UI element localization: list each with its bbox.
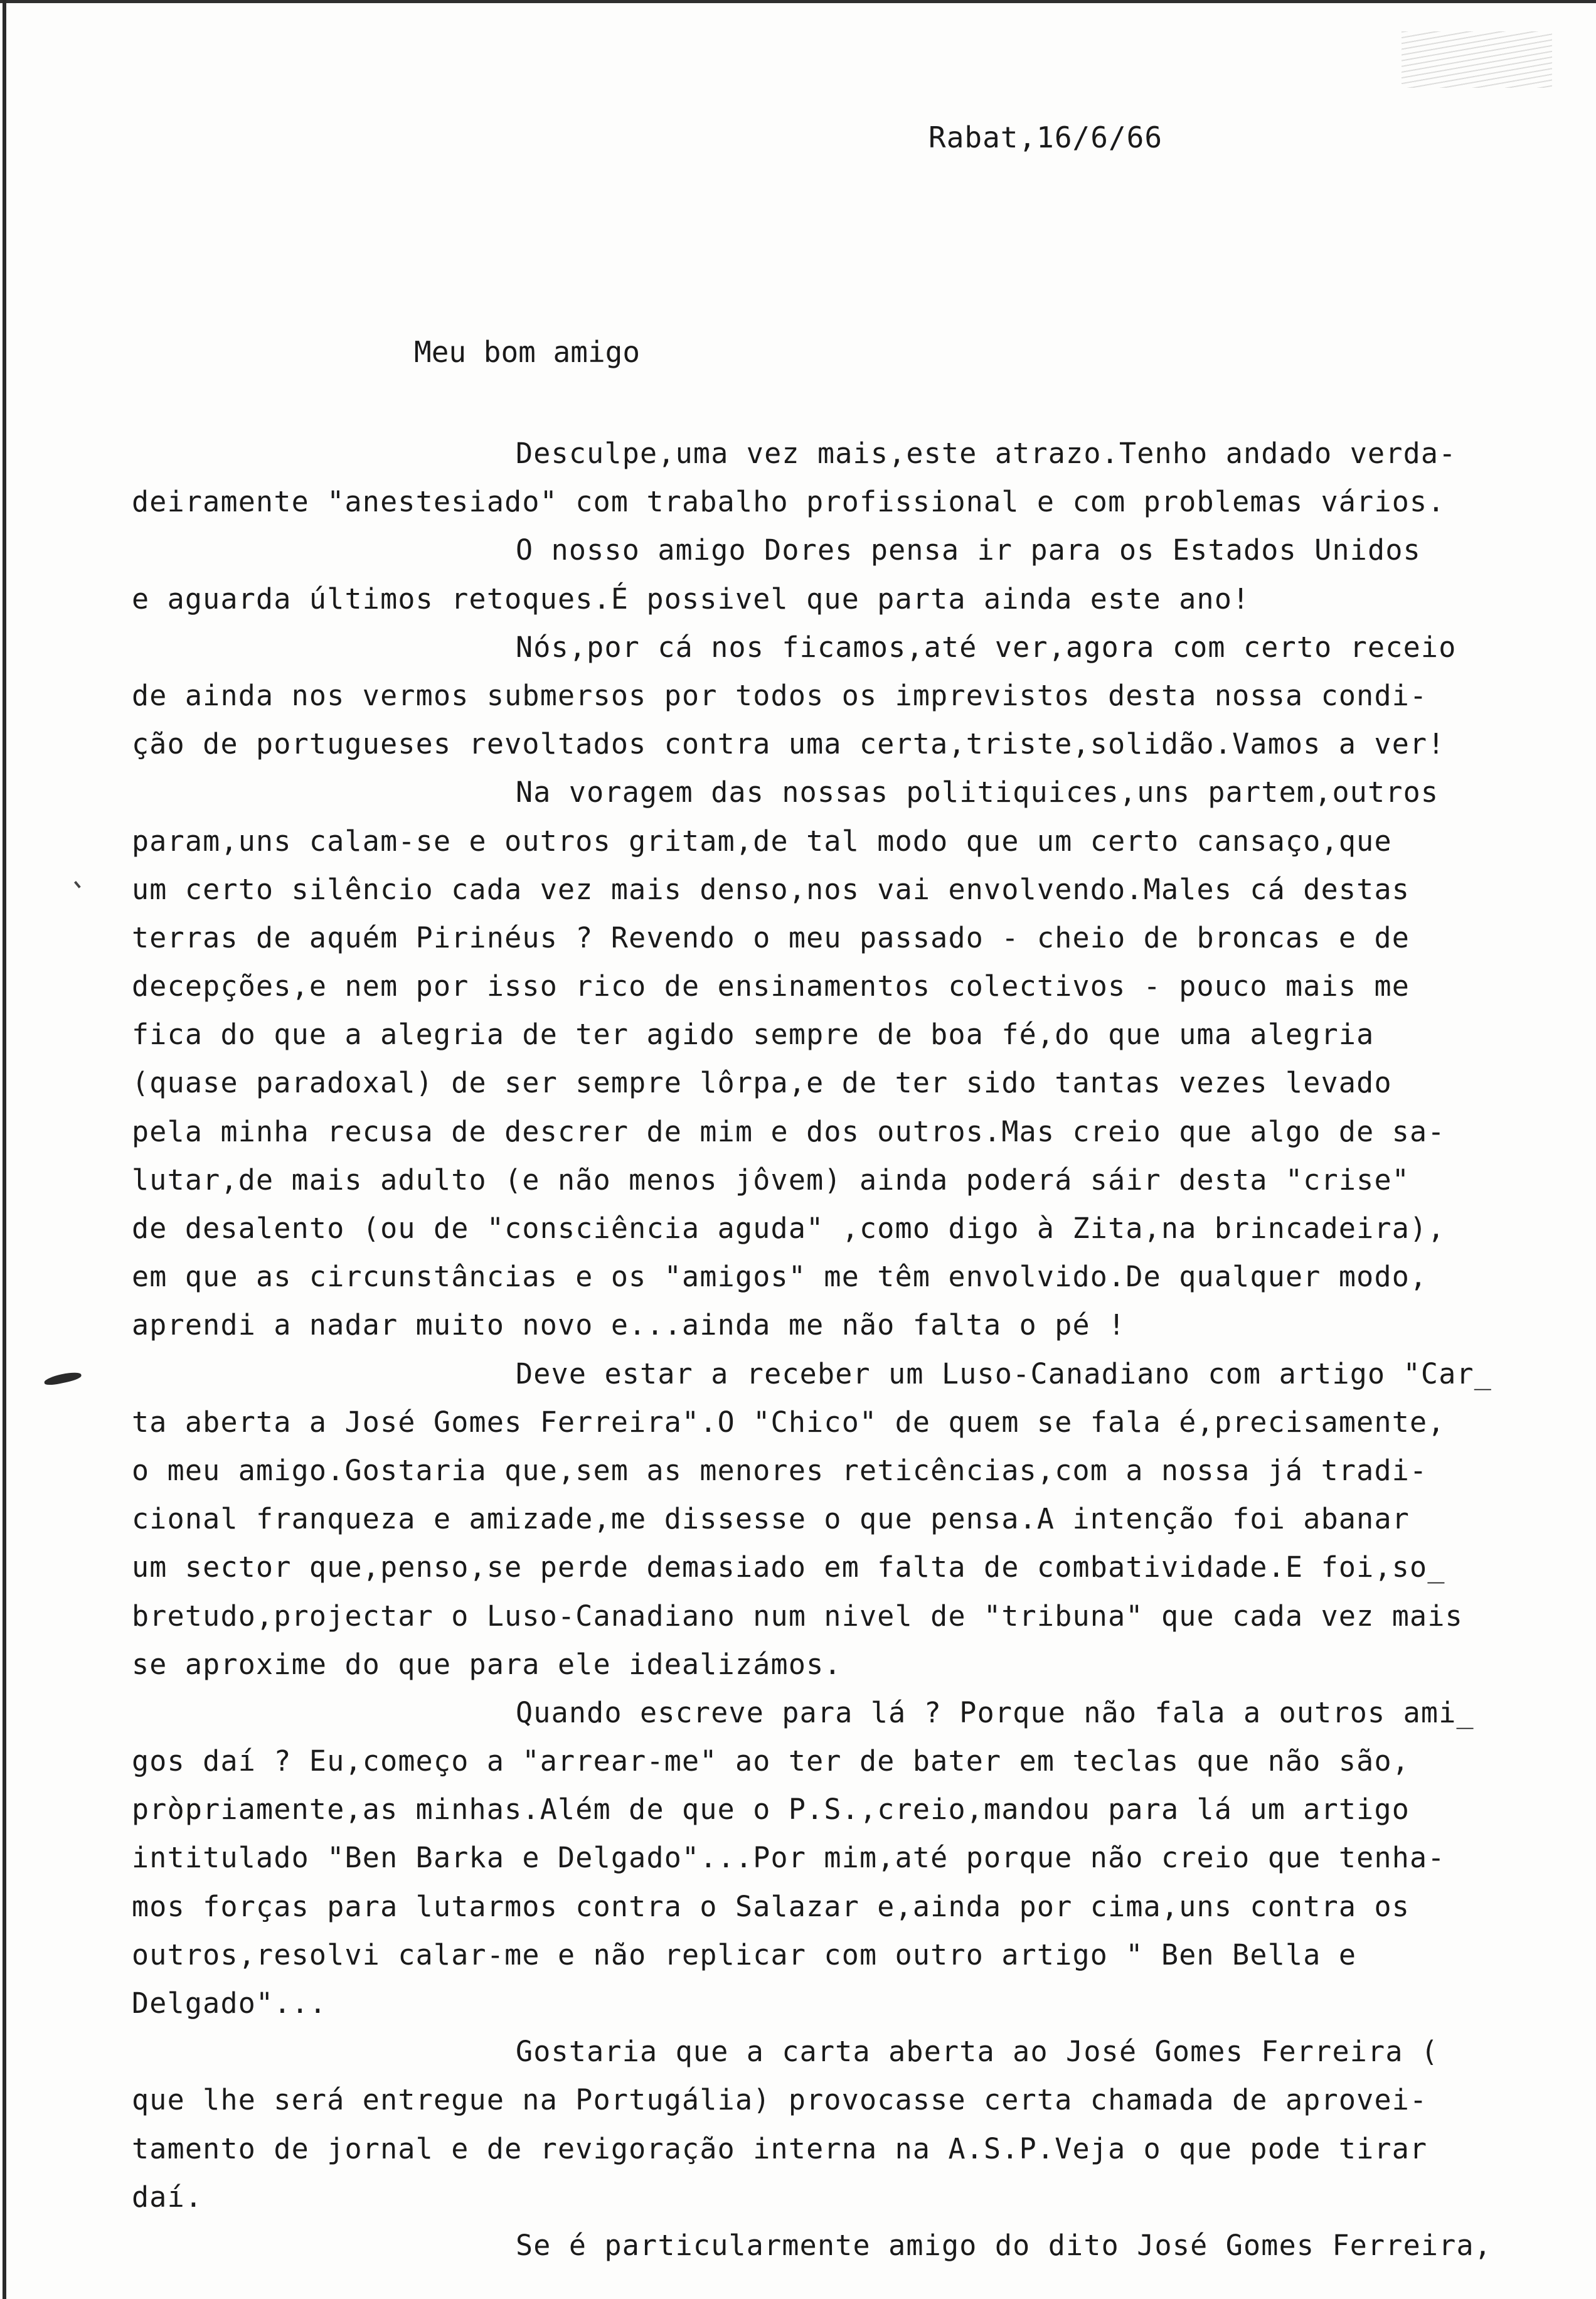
letter-line: aprendi a nadar muito novo e...ainda me não falta o pé ! [132, 1308, 1126, 1342]
letter-line: o meu amigo.Gostaria que,sem as menores reticências,com a nossa já tradi- [132, 1453, 1428, 1487]
letter-line: e aguarda últimos retoques.É possivel que parta ainda este ano! [132, 582, 1250, 616]
letter-line: Deve estar a receber um Luso-Canadiano com artigo "Car_ [516, 1357, 1492, 1390]
letter-line: gos daí ? Eu,começo a "arrear-me" ao ter de bater em teclas que não são, [132, 1744, 1410, 1778]
letter-date: Rabat,16/6/66 [928, 120, 1163, 154]
letter-line: ção de portugueses revoltados contra uma certa,triste,solidão.Vamos a ver! [132, 727, 1445, 761]
letter-line: bretudo,projectar o Luso-Canadiano num nivel de "tribuna" que cada vez mais [132, 1599, 1463, 1633]
letter-line: fica do que a alegria de ter agido sempre de boa fé,do que uma alegria [132, 1018, 1375, 1052]
letter-line: terras de aquém Pirinéus ? Revendo o meu passado - cheio de broncas e de [132, 920, 1410, 954]
letter-line: ta aberta a José Gomes Ferreira".O "Chico" de quem se fala é,precisamente, [132, 1405, 1445, 1439]
letter-line: Nós,por cá nos ficamos,até ver,agora com certo receio [516, 630, 1457, 664]
letter-line: que lhe será entregue na Portugália) provocasse certa chamada de aprovei- [132, 2083, 1428, 2117]
letter-line: Se é particularmente amigo do dito José Gomes Ferreira, [516, 2228, 1492, 2262]
letter-line: Gostaria que a carta aberta ao José Gomes Ferreira ( [516, 2035, 1439, 2069]
letter-line: O nosso amigo Dores pensa ir para os Estados Unidos [516, 533, 1421, 567]
letter-line: param,uns calam-se e outros gritam,de tal modo que um certo cansaço,que [132, 824, 1392, 858]
letter-line: se aproxime do que para ele idealizámos. [132, 1647, 842, 1681]
letter-line: daí. [132, 2180, 203, 2214]
ink-mark [74, 876, 87, 888]
letter-line: deiramente "anestesiado" com trabalho profissional e com problemas vários. [132, 485, 1445, 519]
letter-line: de ainda nos vermos submersos por todos os imprevistos desta nossa condi- [132, 678, 1428, 712]
letter-line: (quase paradoxal) de ser sempre lôrpa,e de ter sido tantas vezes levado [132, 1066, 1392, 1100]
letter-line: mos forças para lutarmos contra o Salazar e,ainda por cima,uns contra os [132, 1889, 1410, 1923]
page-edge-left [3, 0, 6, 2299]
ink-mark [43, 1370, 82, 1387]
letter-salutation: Meu bom amigo [414, 335, 641, 369]
letter-line: Quando escreve para lá ? Porque não fala a outros ami_ [516, 1695, 1474, 1729]
letter-line: decepções,e nem por isso rico de ensinamentos colectivos - pouco mais me [132, 969, 1410, 1003]
letter-line: outros,resolvi calar-me e não replicar com outro artigo " Ben Bella e [132, 1938, 1357, 1971]
letter-line: Desculpe,uma vez mais,este atrazo.Tenho andado verda- [516, 437, 1457, 470]
letter-body [132, 429, 1562, 2270]
letter-line: intitulado "Ben Barka e Delgado"...Por mim,até porque não creio que tenha- [132, 1841, 1445, 1875]
ink-smudge [1402, 31, 1552, 88]
letter-line: em que as circunstâncias e os "amigos" me têm envolvido.De qualquer modo, [132, 1260, 1428, 1294]
letter-line: Na voragem das nossas politiquices,uns partem,outros [516, 776, 1439, 809]
letter-line: Delgado"... [132, 1987, 327, 2020]
letter-line: pròpriamente,as minhas.Além de que o P.S.,creio,mandou para lá um artigo [132, 1793, 1410, 1827]
letter-line: um certo silêncio cada vez mais denso,nos vai envolvendo.Males cá destas [132, 872, 1410, 906]
letter-line: pela minha recusa de descrer de mim e dos outros.Mas creio que algo de sa- [132, 1114, 1445, 1148]
letter-line: lutar,de mais adulto (e não menos jôvem) ainda poderá sáir desta "crise" [132, 1163, 1410, 1197]
page-edge-top [0, 0, 1596, 3]
letter-line: tamento de jornal e de revigoração interna na A.S.P.Veja o que pode tirar [132, 2131, 1428, 2165]
letter-line: cional franqueza e amizade,me dissesse o que pensa.A intenção foi abanar [132, 1502, 1410, 1536]
letter-line: um sector que,penso,se perde demasiado em falta de combatividade.E foi,so_ [132, 1550, 1445, 1584]
letter-line: de desalento (ou de "consciência aguda" ,como digo à Zita,na brincadeira), [132, 1212, 1445, 1245]
